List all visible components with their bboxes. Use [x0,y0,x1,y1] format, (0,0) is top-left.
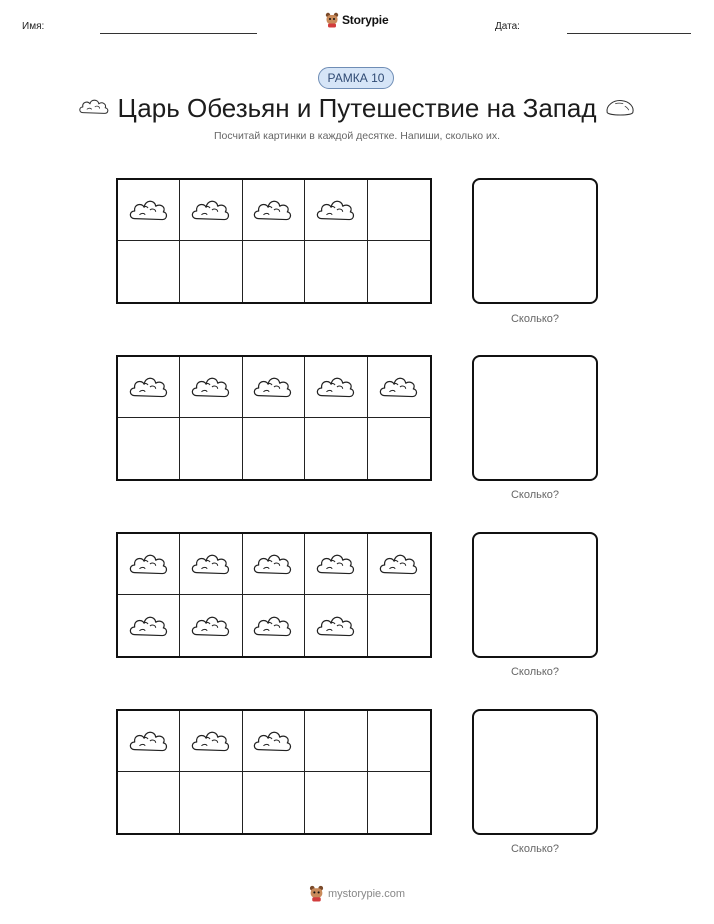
frame-cell [368,418,430,479]
how-many-label: Сколько? [510,489,560,501]
frame-cell [180,595,242,656]
ten-frame [116,178,432,304]
frame-cell [180,241,242,302]
frame-cell [180,534,242,595]
frame-cell [118,534,180,595]
cloud-icon [251,194,295,226]
instructions: Посчитай картинки в каждой десятке. Напиши, сколько их. [213,130,501,142]
frame-cell [243,241,305,302]
answer-box[interactable] [472,532,598,658]
cloud-icon [314,194,358,226]
frame-badge: РАМКА 10 [318,67,394,89]
frame-cell [243,595,305,656]
cloud-icon [189,725,233,757]
frame-cell [180,711,242,772]
frame-cell [305,418,367,479]
cloud-icon [377,548,421,580]
cloud-icon [127,725,171,757]
cloud-icon [189,610,233,642]
frame-cell [368,595,430,656]
page-title: Царь Обезьян и Путешествие на Запад [117,93,597,123]
cloud-icon [251,610,295,642]
frame-cell [305,595,367,656]
cloud-icon [189,371,233,403]
frame-cell [118,241,180,302]
frame-cell [243,357,305,418]
cloud-icon [127,371,171,403]
frame-cell [243,534,305,595]
frame-cell [180,180,242,241]
frame-cell [243,711,305,772]
frame-cell [118,180,180,241]
frame-cell [180,418,242,479]
answer-box[interactable] [472,709,598,835]
frame-cell [305,534,367,595]
frame-cell [118,357,180,418]
frame-cell [118,772,180,833]
cloud-icon [251,548,295,580]
cloud-icon [127,548,171,580]
how-many-label: Сколько? [510,666,560,678]
frame-cell [305,180,367,241]
ten-frame [116,532,432,658]
cloud-icon [189,548,233,580]
date-line [567,33,691,34]
frame-cell [305,357,367,418]
cloud-icon [251,371,295,403]
frame-cell [180,357,242,418]
stone-icon [604,96,636,118]
answer-box[interactable] [472,178,598,304]
how-many-label: Сколько? [510,843,560,855]
cloud-icon [251,725,295,757]
frame-cell [368,711,430,772]
date-label: Дата: [495,21,520,32]
storypie-logo-icon [309,885,324,902]
frame-cell [118,595,180,656]
cloud-icon [377,371,421,403]
footer-url: mystorypie.com [328,887,406,900]
frame-cell [305,711,367,772]
how-many-label: Сколько? [510,313,560,325]
name-line [100,33,257,34]
cloud-icon [314,548,358,580]
frame-cell [368,772,430,833]
frame-cell [180,772,242,833]
frame-cell [243,418,305,479]
ten-frame [116,355,432,481]
frame-cell [368,534,430,595]
cloud-icon [127,610,171,642]
frame-cell [243,180,305,241]
answer-box[interactable] [472,355,598,481]
storypie-logo-icon [325,12,339,28]
cloud-icon [127,194,171,226]
brand-name: Storypie [342,13,389,27]
cloud-icon [189,194,233,226]
frame-cell [368,180,430,241]
ten-frame [116,709,432,835]
frame-cell [368,241,430,302]
cloud-icon [314,371,358,403]
brand [325,12,388,28]
frame-cell [305,772,367,833]
name-label: Имя: [22,21,45,32]
footer [309,885,405,902]
frame-cell [243,772,305,833]
frame-cell [305,241,367,302]
frame-cell [118,711,180,772]
frame-cell [118,418,180,479]
cloud-icon [314,610,358,642]
frame-cell [368,357,430,418]
